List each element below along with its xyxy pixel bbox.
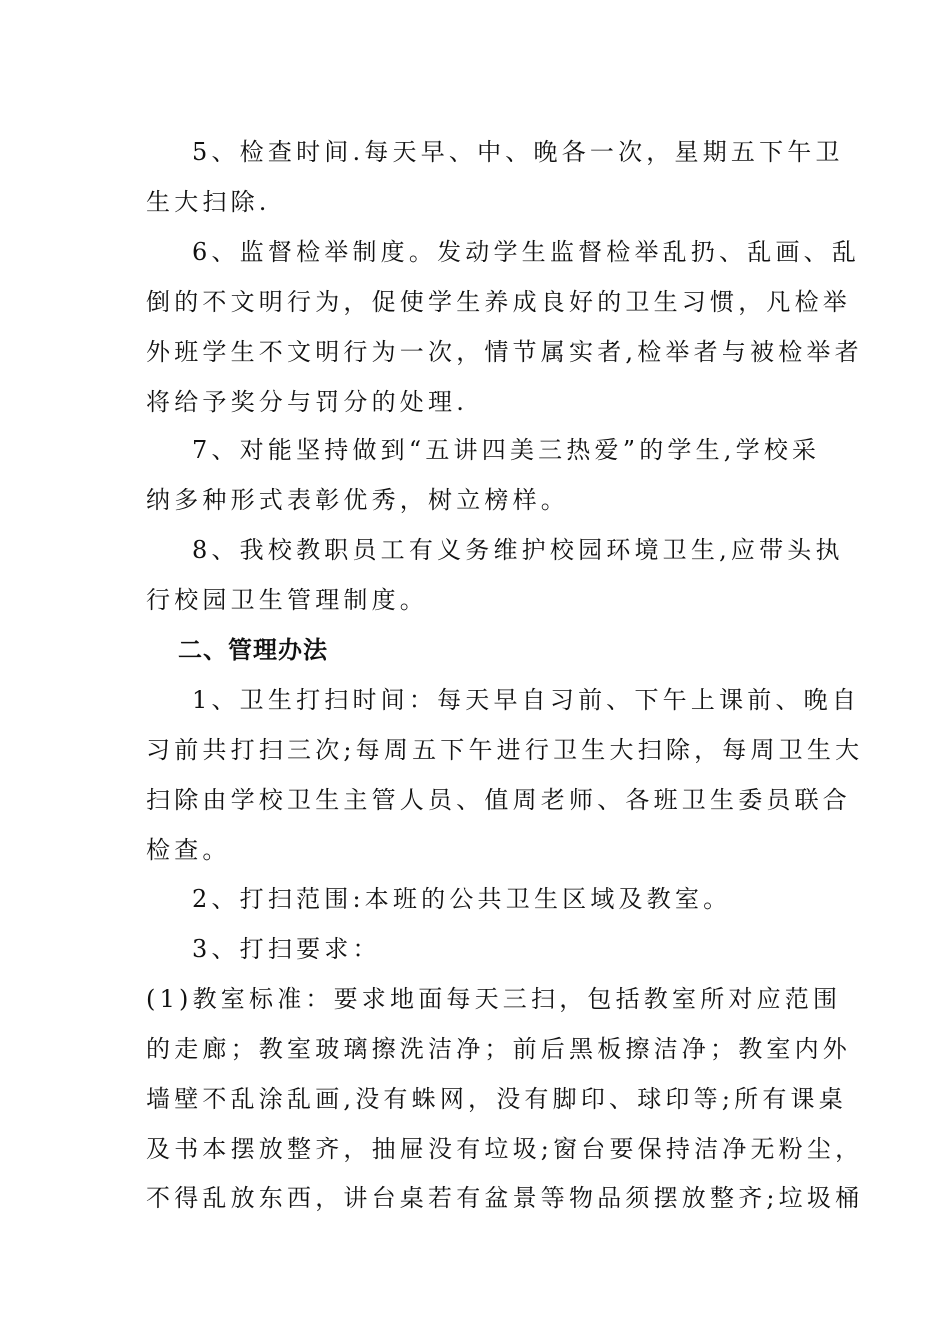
- paragraph-line: 3、打扫要求：: [192, 935, 381, 963]
- paragraph-line: 5、检查时间.每天早、中、晚各一次，星期五下午卫: [192, 138, 844, 166]
- paragraph-line: 6、监督检举制度。发动学生监督检举乱扔、乱画、乱: [192, 238, 861, 266]
- paragraph-line: 墙壁不乱涂乱画,没有蛛网，没有脚印、球印等;所有课桌: [146, 1085, 847, 1113]
- paragraph-line: 7、对能坚持做到“五讲四美三热爱”的学生,学校采: [192, 436, 821, 464]
- paragraph-line: 习前共打扫三次;每周五下午进行卫生大扫除，每周卫生大: [146, 736, 864, 764]
- paragraph-line: 生大扫除.: [146, 188, 271, 216]
- paragraph-line: 不得乱放东西，讲台桌若有盆景等物品须摆放整齐;垃圾桶: [146, 1184, 864, 1212]
- paragraph-line: 扫除由学校卫生主管人员、值周老师、各班卫生委员联合: [146, 786, 851, 814]
- paragraph-line: 倒的不文明行为，促使学生养成良好的卫生习惯，凡检举: [146, 288, 851, 316]
- paragraph-line: 2、打扫范围:本班的公共卫生区域及教室。: [192, 885, 732, 913]
- paragraph-line: 检查。: [146, 836, 231, 864]
- paragraph-line: 外班学生不文明行为一次，情节属实者,检举者与被检举者: [146, 338, 863, 366]
- section-heading: 二、管理办法: [178, 636, 328, 664]
- paragraph-line: 及书本摆放整齐，抽屉没有垃圾;窗台要保持洁净无粉尘，: [146, 1135, 864, 1163]
- paragraph-line: 的走廊；教室玻璃擦洗洁净；前后黑板擦洁净；教室内外: [146, 1035, 851, 1063]
- paragraph-line: (1)教室标准：要求地面每天三扫，包括教室所对应范围: [146, 985, 842, 1013]
- paragraph-line: 行校园卫生管理制度。: [146, 586, 428, 614]
- paragraph-line: 纳多种形式表彰优秀，树立榜样。: [146, 486, 569, 514]
- paragraph-line: 将给予奖分与罚分的处理.: [146, 388, 469, 416]
- paragraph-line: 1、卫生打扫时间：每天早自习前、下午上课前、晚自: [192, 686, 861, 714]
- paragraph-line: 8、我校教职员工有义务维护校园环境卫生,应带头执: [192, 536, 844, 564]
